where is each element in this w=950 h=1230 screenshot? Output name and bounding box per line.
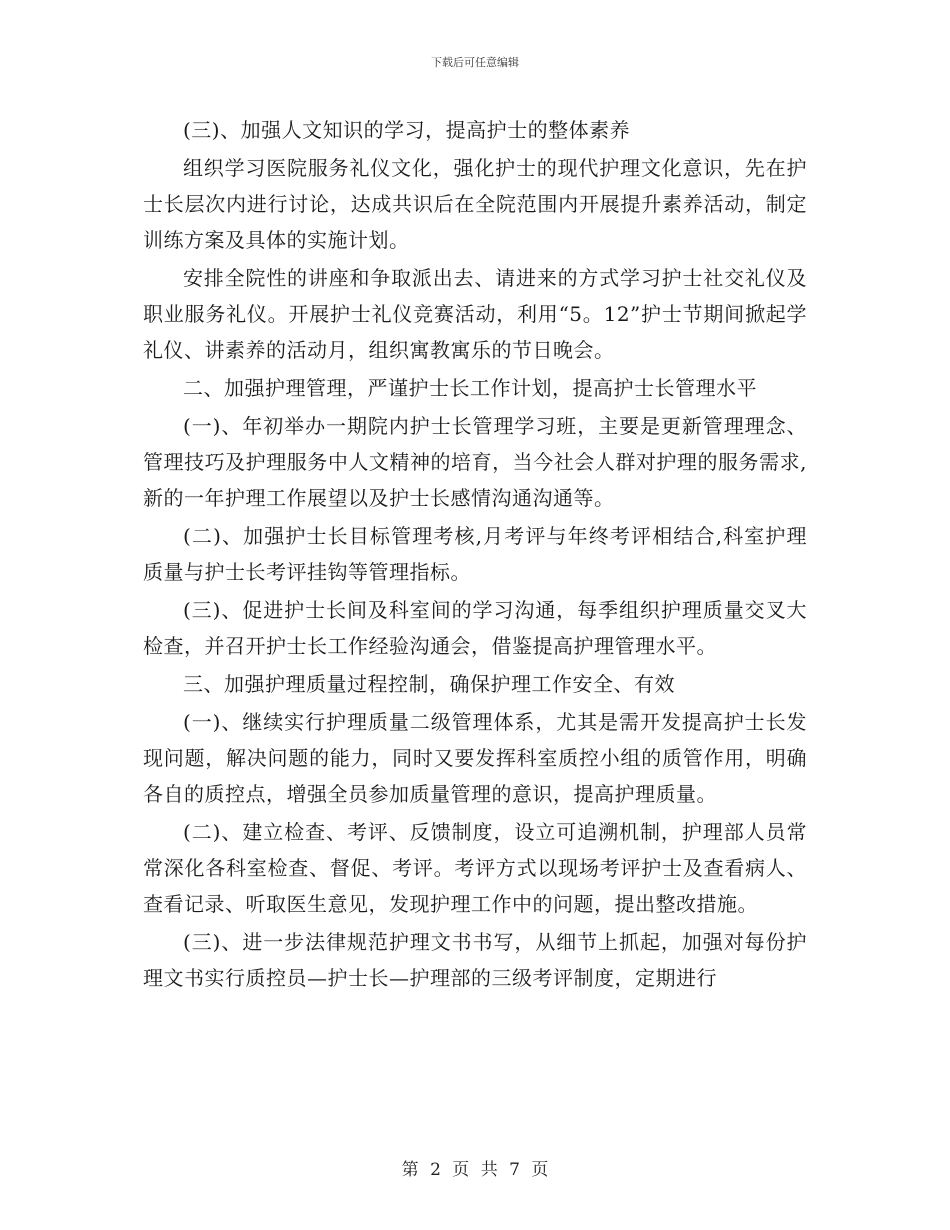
paragraph: (一)、年初举办一期院内护士长管理学习班，主要是更新管理理念、管理技巧及护理服务中人文精神的培育，当今社会人群对护理的服务需求,新的一年护理工作展望以及护士长感情沟通沟通等。: [143, 414, 807, 510]
paragraph: (一)、继续实行护理质量二级管理体系，尤其是需开发提高护士长发现问题，解决问题的能力，同时又要发挥科室质控小组的质管作用，明确各自的质控点，增强全员参加质量管理的意识，提高护理质量。: [143, 710, 807, 806]
section-heading: 三、加强护理质量过程控制，确保护理工作安全、有效: [183, 672, 675, 696]
paragraph: (二)、加强护士长目标管理考核,月考评与年终考评相结合,科室护理质量与护士长考评挂钩等管理指标。: [143, 524, 807, 584]
document-body: [143, 112, 807, 998]
paragraph: (三)、促进护士长间及科室间的学习沟通，每季组织护理质量交叉大检查，并召开护士长工作经验沟通会，借鉴提高护理管理水平。: [143, 598, 807, 658]
paragraph: 安排全院性的讲座和争取派出去、请进来的方式学习护士社交礼仪及职业服务礼仪。开展护士礼仪竞赛活动，利用“5。12”护士节期间掀起学礼仪、讲素养的活动月，组织寓教寓乐的节日晚会。: [143, 266, 807, 362]
section-heading: (三)、加强人文知识的学习，提高护士的整体素养: [183, 118, 631, 142]
paragraph: 组织学习医院服务礼仪文化，强化护士的现代护理文化意识，先在护士长层次内进行讨论，达成共识后在全院范围内开展提升素养活动，制定训练方案及具体的实施计划。: [143, 156, 807, 252]
section-heading: 二、加强护理管理，严谨护士长工作计划，提高护士长管理水平: [183, 376, 757, 400]
paragraph: (三)、进一步法律规范护理文书书写，从细节上抓起，加强对每份护理文书实行质控员—护士长—护理部的三级考评制度，定期进行: [143, 930, 807, 990]
paragraph: (二)、建立检查、考评、反馈制度，设立可追溯机制，护理部人员常常深化各科室检查、督促、考评。考评方式以现场考评护士及查看病人、查看记录、听取医生意见，发现护理工作中的问题，提出整改措施。: [143, 820, 807, 916]
page-number-footer: 第 2 页 共 7 页: [401, 1160, 549, 1180]
page-header: 下载后可任意编辑: [431, 56, 519, 69]
